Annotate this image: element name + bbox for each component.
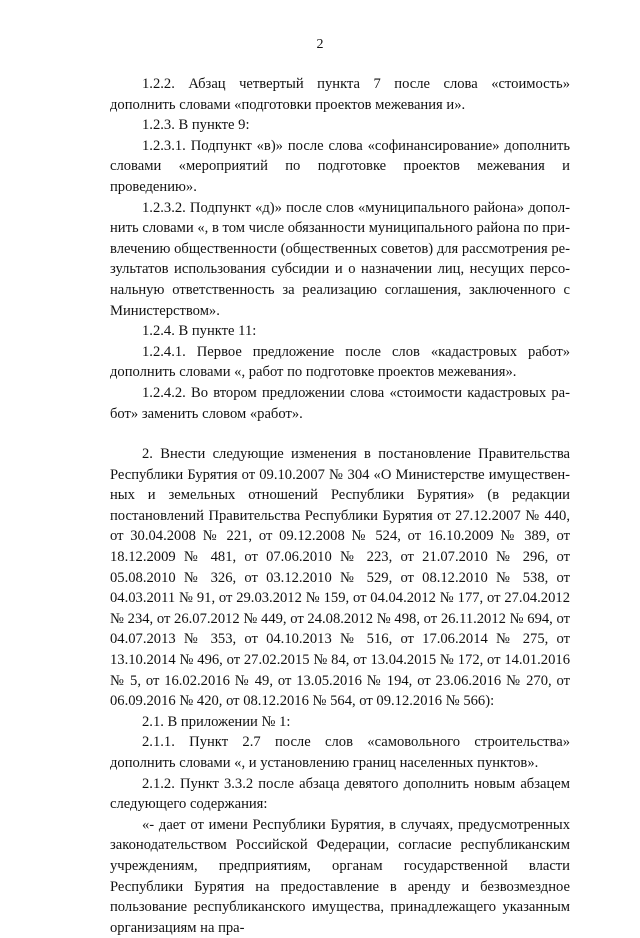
document-body (110, 74, 570, 938)
paragraph-1-2-4: 1.2.4. В пункте 11: (142, 323, 257, 340)
paragraph-1-2-2: 1.2.2. Абзац четвертый пункта 7 после слова «стоимость» дополнить словами «подготовки проектов межевания и». (110, 76, 570, 113)
paragraph-quoted-addition: «- дает от имени Республики Бурятия, в случаях, предусмотренных законодательством Российской Федерации, согласие республиканским учреждениям, предприятиям, органам государственной власти Республики Бурятия на предоставление в аренду и безвозмездное пользование республиканского имущества, принадлежащего указанным организациям на пра- (110, 816, 570, 936)
paragraph-1-2-3-1: 1.2.3.1. Подпункт «в)» после слова «софинансирование» дополнить словами «мероприятий по подготовке проектов межевания и проведению». (110, 137, 570, 195)
paragraph-1-2-4-1: 1.2.4.1. Первое предложение после слов «кадастровых работ» дополнить словами «, работ по подготовке проектов межевания». (110, 343, 570, 381)
paragraph-2-1: 2.1. В приложении № 1: (142, 713, 291, 730)
paragraph-1-2-3-2: 1.2.3.2. Подпункт «д)» после слов «муниципального района» дополнить словами «, в том числе обязанности муниципального района по привлечению общественности (общественных советов) для рассмотрения результатов использования субсидии и о назначении лиц, несущих персональную ответственность за реализацию соглашения, заключенного с Министерством». (110, 199, 570, 319)
paragraph-2-1-1: 2.1.1. Пункт 2.7 после слов «самовольного строительства» дополнить словами «, и установлению границ населенных пунктов». (110, 734, 570, 771)
paragraph-1-2-3: 1.2.3. В пункте 9: (142, 117, 250, 134)
page-number: 2 (316, 37, 324, 52)
paragraph-2-1-2: 2.1.2. Пункт 3.3.2 после абзаца девятого дополнить новым абзацем следующего содержания: (110, 775, 570, 813)
paragraph-1-2-4-2: 1.2.4.2. Во втором предложении слова «стоимости кадастровых работ» заменить словом «работ». (110, 384, 570, 422)
paragraph-2: 2. Внести следующие изменения в постановление Правительства Республики Бурятия от 09.10.2007 № 304 «О Министерстве имущественных и земельных отношений Республики Бурятия» (в редакции постановлений Правительства Республики Бурятия от 27.12.2007 № 440, от 30.04.2008 № 221, от 09.12.2008 № 524, от 16.10.2009 № 389, от 18.12.2009 № 481, от 07.06.2010 № 223, от 21.07.2010 № 296, от 05.08.2010 № 326, от 03.12.2010 № 529, от 08.12.2010 № 538, от 04.03.2011 № 91, от 29.03.2012 № 159, от 04.04.2012 № 177, от 27.04.2012 № 234, от 26.07.2012 № 449, от 24.08.2012 № 498, от 26.11.2012 № 694, от 04.07.2013 № 353, от 04.10.2013 № 516, от 17.06.2014 № 275, от 13.10.2014 № 496, от 27.02.2015 № 84, от 13.04.2015 № 172, от 14.01.2016 № 5, от 16.02.2016 № 49, от 13.05.2016 № 194, от 23.06.2016 № 270, от 06.09.2016 № 420, от 08.12.2016 № 564, от 09.12.2016 № 566): (110, 446, 570, 710)
